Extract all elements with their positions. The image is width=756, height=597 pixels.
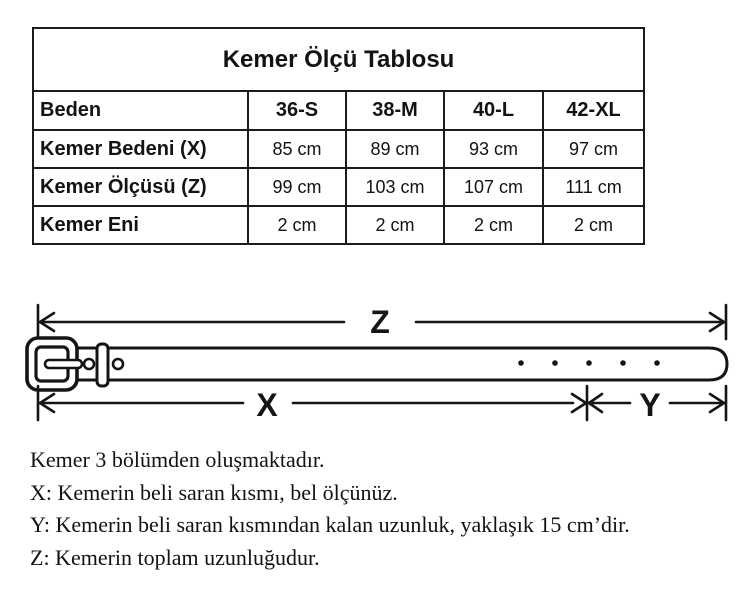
table-row	[33, 206, 644, 244]
belt-illustration	[27, 338, 727, 390]
table-cell: 2 cm	[543, 206, 644, 244]
table-cell: 97 cm	[543, 130, 644, 168]
size-table	[32, 27, 645, 245]
dimension-z-label: Z	[370, 304, 390, 340]
belt-diagram	[0, 285, 756, 455]
row-label: Kemer Ölçüsü (Z)	[33, 168, 248, 206]
note-line-z: Z: Kemerin toplam uzunluğudur.	[30, 544, 320, 570]
row-label: Kemer Eni	[33, 206, 248, 244]
table-cell: 2 cm	[248, 206, 346, 244]
table-cell: 93 cm	[444, 130, 543, 168]
table-cell: 111 cm	[543, 168, 644, 206]
table-cell: 89 cm	[346, 130, 444, 168]
header-cell-size-l: 40-L	[444, 91, 543, 130]
header-cell-size-s: 36-S	[248, 91, 346, 130]
belt-strap	[76, 348, 727, 380]
table-cell: 85 cm	[248, 130, 346, 168]
dimension-x-label: X	[256, 387, 278, 423]
table-cell: 2 cm	[444, 206, 543, 244]
table-title-row	[33, 28, 644, 91]
table-cell: 103 cm	[346, 168, 444, 206]
dimension-y-label: Y	[639, 387, 661, 423]
dimension-z	[38, 304, 726, 340]
note-line-intro: Kemer 3 bölümden oluşmaktadır.	[30, 447, 325, 472]
table-row	[33, 168, 644, 206]
belt-prong	[45, 360, 82, 368]
table-cell: 99 cm	[248, 168, 346, 206]
table-header-row	[33, 91, 644, 130]
dimension-y	[587, 386, 726, 423]
belt-keeper	[97, 344, 108, 386]
header-cell-beden: Beden	[33, 91, 248, 130]
dimension-x	[38, 386, 586, 423]
table-title: Kemer Ölçü Tablosu	[33, 28, 644, 91]
note-line-x: X: Kemerin beli saran kısmı, bel ölçünüz.	[30, 479, 398, 505]
header-cell-size-xl: 42-XL	[543, 91, 644, 130]
note-line-y: Y: Kemerin beli saran kısmından kalan uzunluk, yaklaşık 15 cm’dir.	[30, 512, 630, 537]
table-cell: 2 cm	[346, 206, 444, 244]
header-cell-size-m: 38-M	[346, 91, 444, 130]
belt-hole	[84, 359, 94, 369]
table-cell: 107 cm	[444, 168, 543, 206]
row-label: Kemer Bedeni (X)	[33, 130, 248, 168]
table-row	[33, 130, 644, 168]
belt-hole	[113, 359, 123, 369]
notes	[30, 444, 746, 574]
